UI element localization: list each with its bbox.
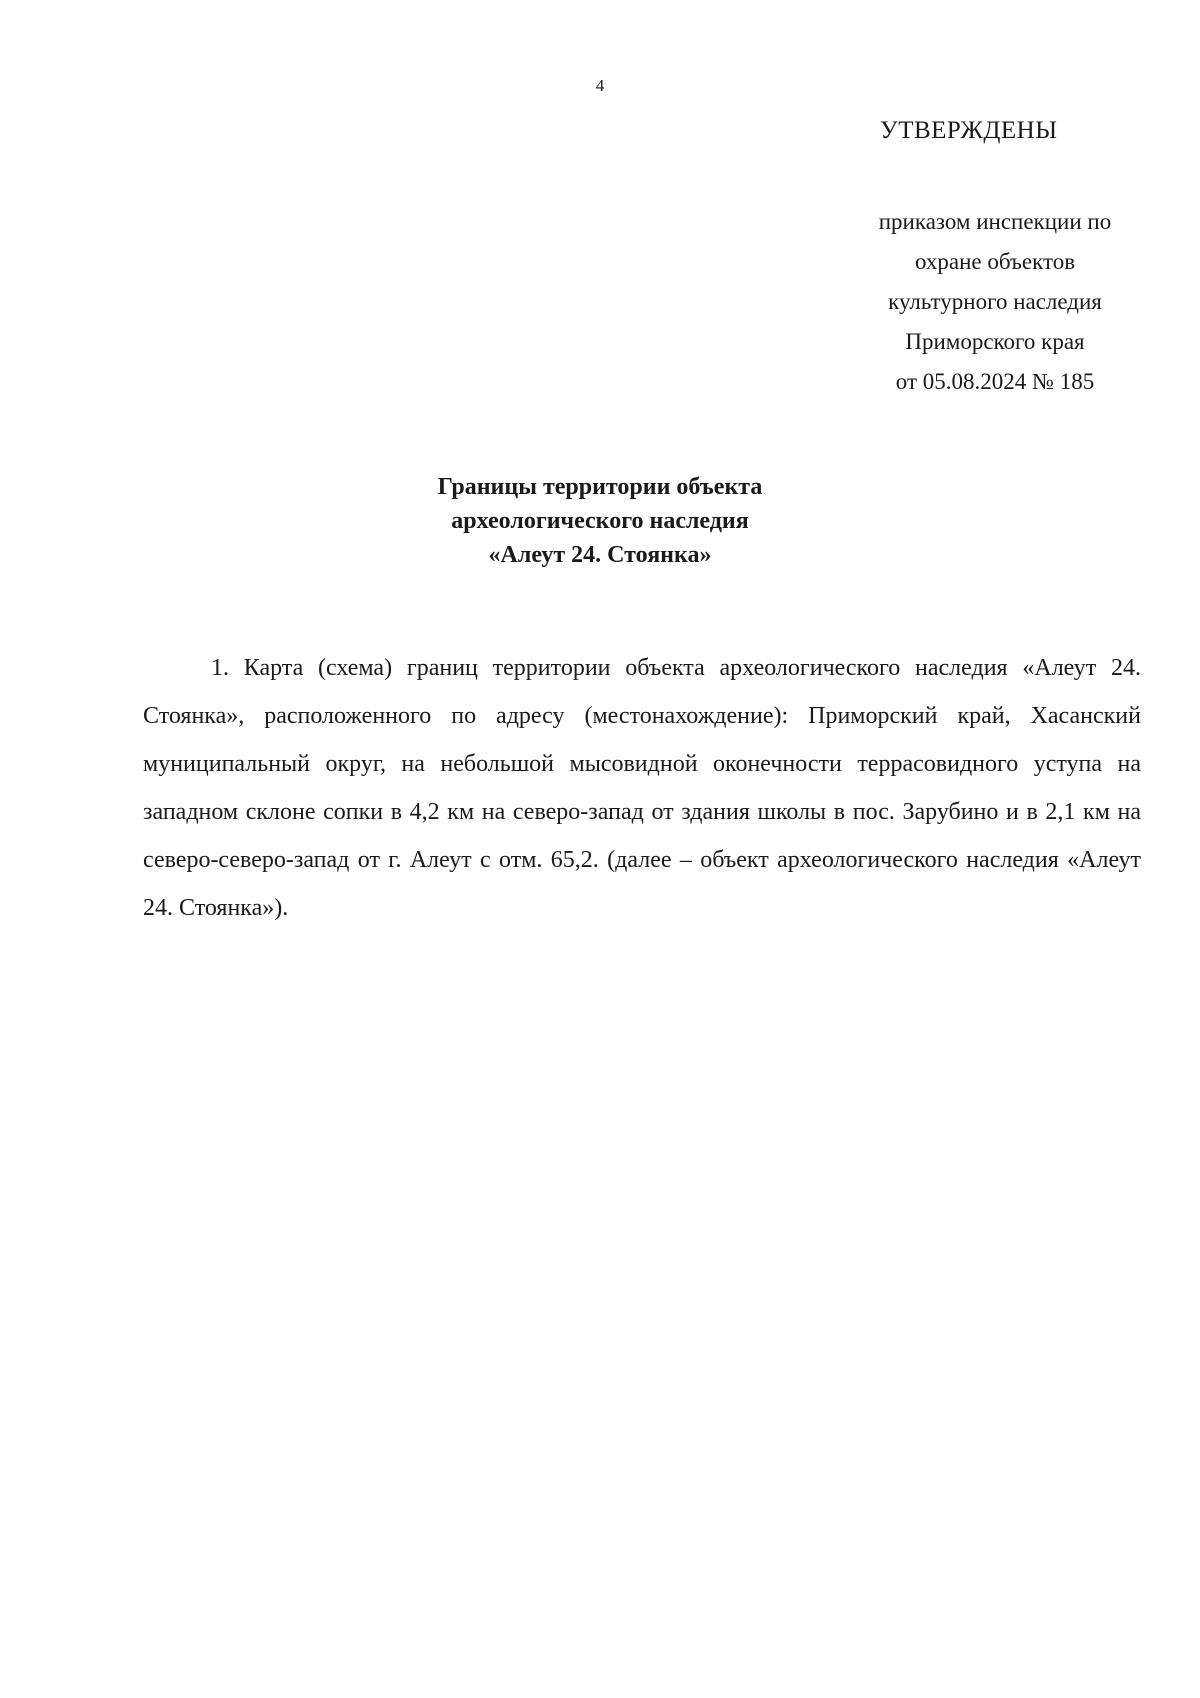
heading-line: Границы территории объекта bbox=[437, 474, 763, 500]
heading-line: археологического наследия bbox=[451, 508, 749, 534]
approval-line: Приморского края bbox=[905, 329, 1085, 354]
approval-line: охране объектов bbox=[914, 249, 1076, 274]
approval-title: УТВЕРЖДЕНЫ bbox=[880, 117, 1058, 144]
page-number: 4 bbox=[595, 76, 605, 95]
approval-line: культурного наследия bbox=[888, 289, 1102, 314]
body-paragraph: 1. Карта (схема) границ территории объекта археологического наследия «Алеут 24. Стоянка», расположенного по адресу (местонахождение): Приморский край, Хасанский муниципальный округ, на небольшой мысовидной оконечности террасовидного уступа на западном склоне сопки в 4,2 км на северо-запад от здания школы в пос. Зарубино и в 2,1 км на северо-северо-запад от г. Алеут с отм. 65,2. (далее – объект археологического наследия «Алеут 24. Стоянка»). bbox=[143, 655, 1141, 921]
approval-line: приказом инспекции по bbox=[878, 209, 1112, 234]
heading-object-name: «Алеут 24. Стоянка» bbox=[488, 542, 712, 568]
approval-date-number: от 05.08.2024 № 185 bbox=[895, 369, 1095, 394]
approval-details bbox=[835, 202, 1155, 402]
document-heading bbox=[300, 470, 900, 572]
